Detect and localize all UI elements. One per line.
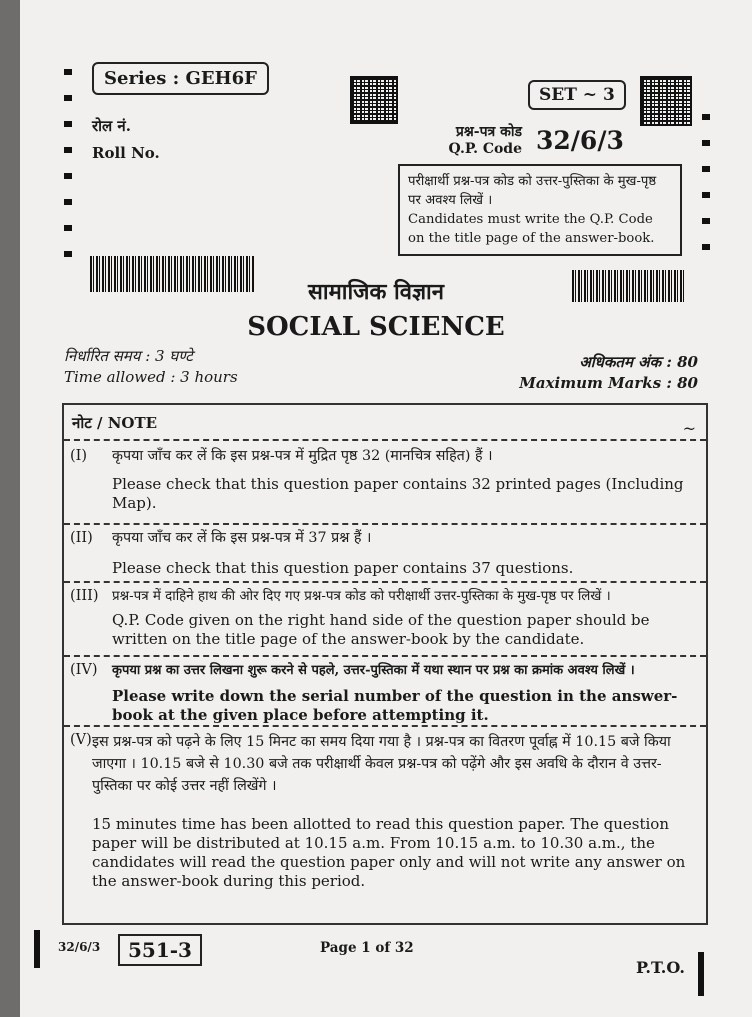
qp-code-value: 32/6/3 <box>536 126 624 155</box>
footer-code-small: 32/6/3 <box>58 940 101 954</box>
divider <box>64 581 706 583</box>
note-item-hindi: कृपया जाँच कर लें कि इस प्रश्न-पत्र में 37 प्रश्न हैं । <box>112 530 372 546</box>
divider <box>64 725 706 727</box>
left-margin-ticks <box>64 55 72 270</box>
qr-code-icon-right <box>640 76 692 126</box>
set-label: SET ~ 3 <box>528 80 626 110</box>
note-item-english: Please check that this question paper contains 37 questions. <box>112 559 574 577</box>
candidate-instruction-english: Candidates must write the Q.P. Code on the title page of the answer-book. <box>408 212 655 246</box>
tilde-mark: ~ <box>682 419 696 438</box>
time-allowed-english: Time allowed : 3 hours <box>64 368 238 386</box>
subject-title-english: SOCIAL SCIENCE <box>247 312 505 342</box>
note-item-hindi: कृपया प्रश्न का उत्तर लिखना शुरू करने से पहले, उत्तर-पुस्तिका में यथा स्थान पर प्रश्न का क्रमांक अवश्य लिखें । <box>112 663 635 678</box>
roll-label-hindi: रोल नं. <box>92 117 131 135</box>
note-item-number: (III) <box>70 588 99 604</box>
qp-code-label-hindi: प्रश्न-पत्र कोड <box>455 124 522 140</box>
footer-code-box: 551-3 <box>118 934 202 966</box>
time-allowed-hindi: निर्धारित समय : 3 घण्टे <box>64 347 193 365</box>
series-label: Series : GEH6F <box>92 62 269 95</box>
note-item-english: Q.P. Code given on the right hand side of the question paper should be written on the title page of the answer-book by the candidate. <box>112 611 650 648</box>
note-item-number: (I) <box>70 448 88 464</box>
qr-code-icon <box>350 76 398 124</box>
max-marks-english: Maximum Marks : 80 <box>519 374 698 392</box>
max-marks-hindi: अधिकतम अंक : 80 <box>579 353 698 371</box>
note-item-hindi: कृपया जाँच कर लें कि इस प्रश्न-पत्र में मुद्रित पृष्ठ 32 (मानचित्र सहित) हैं । <box>112 448 493 464</box>
divider <box>64 439 706 441</box>
note-item-number: (V) <box>70 732 92 748</box>
roll-label-english: Roll No. <box>92 144 160 162</box>
note-item-english: Please check that this question paper contains 32 printed pages (Including Map). <box>112 475 684 512</box>
divider <box>64 523 706 525</box>
candidate-instruction-box <box>398 164 682 256</box>
qp-code-label <box>420 124 522 158</box>
footer-bar-right <box>698 952 704 996</box>
subject-title-hindi: सामाजिक विज्ञान <box>308 279 444 305</box>
right-margin-ticks <box>702 100 710 260</box>
note-box <box>62 403 708 925</box>
qp-code-label-english: Q.P. Code <box>448 141 522 157</box>
note-item-hindi: प्रश्न-पत्र में दाहिने हाथ की ओर दिए गए प्रश्न-पत्र कोड को परीक्षार्थी उत्तर-पुस्तिका के मुख-पृष्ठ पर लिखें । <box>112 589 611 604</box>
divider <box>64 655 706 657</box>
note-heading: नोट / NOTE <box>72 414 158 432</box>
note-item-hindi: इस प्रश्न-पत्र को पढ़ने के लिए 15 मिनट का समय दिया गया है । प्रश्न-पत्र का वितरण पूर्वाह्न में 10.15 बजे किया जाएगा । 10.15 बजे से 10.30 बजे तक परीक्षार्थी केवल प्रश्न-पत्र को पढ़ेंगे और इस अवधि के दौरान वे उत्तर-पुस्तिका पर कोई उत्तर नहीं लिखेंगे । <box>92 734 671 794</box>
note-item-english: Please write down the serial number of the question in the answer-book at the given place before attempting it. <box>112 687 678 724</box>
footer-bar-left <box>34 930 40 968</box>
note-item-number: (IV) <box>70 662 98 678</box>
candidate-instruction-hindi: परीक्षार्थी प्रश्न-पत्र कोड को उत्तर-पुस्तिका के मुख-पृष्ठ पर अवश्य लिखें । <box>408 174 657 208</box>
note-item-number: (II) <box>70 530 93 546</box>
page-number: Page 1 of 32 <box>320 940 414 956</box>
note-item-english: 15 minutes time has been allotted to read this question paper. The question paper will be distributed at 10.15 a.m. From 10.15 a.m. to 10.30 a.m., the candidates will read the question paper only and will not write any answer on the answer-book during this period. <box>92 815 686 890</box>
pto-label: P.T.O. <box>636 958 685 977</box>
